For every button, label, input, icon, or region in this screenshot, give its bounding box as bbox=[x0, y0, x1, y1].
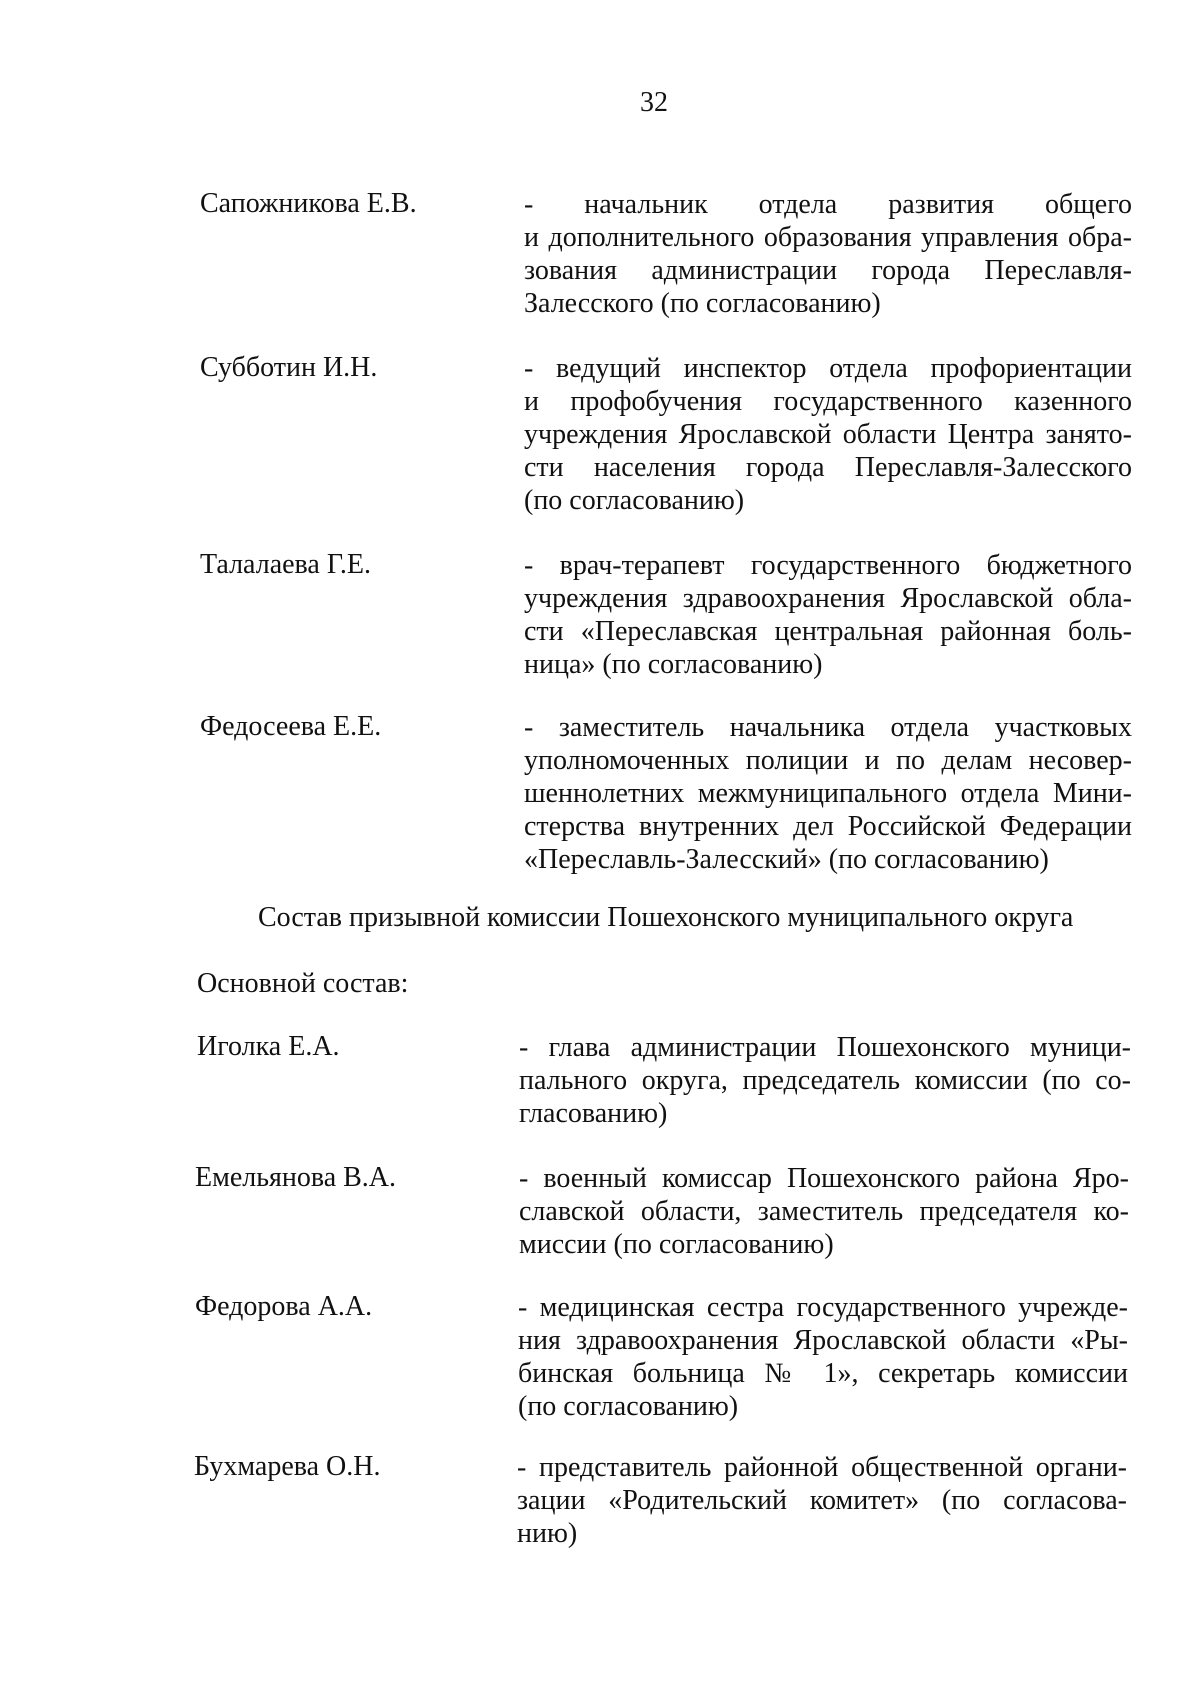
member-name: Сапожникова Е.В. bbox=[200, 188, 417, 219]
description-line: зации «Родительский комитет» (по согласова- bbox=[517, 1485, 1127, 1516]
member-description bbox=[519, 1162, 1129, 1261]
subheading: Основной состав: bbox=[197, 968, 409, 999]
description-line: - медицинская сестра государственного учрежде- bbox=[518, 1292, 1128, 1323]
member-description bbox=[524, 188, 1132, 320]
description-line: бинская больница № 1», секретарь комиссии bbox=[518, 1358, 1128, 1389]
description-line: учреждения здравоохранения Ярославской обла- bbox=[524, 583, 1132, 614]
description-line: - представитель районной общественной органи- bbox=[517, 1452, 1127, 1483]
description-line: миссии (по согласованию) bbox=[519, 1229, 834, 1260]
member-name: Федосеева Е.Е. bbox=[200, 711, 382, 742]
member-description bbox=[518, 1291, 1128, 1423]
description-line: учреждения Ярославской области Центра занято- bbox=[524, 419, 1132, 450]
description-line: - заместитель начальника отдела участковых bbox=[524, 712, 1132, 743]
description-line: - врач-терапевт государственного бюджетного bbox=[524, 550, 1132, 581]
member-name: Федорова А.А. bbox=[195, 1291, 373, 1322]
page-number: 32 bbox=[640, 87, 668, 118]
member-description bbox=[524, 549, 1132, 681]
description-line: гласованию) bbox=[519, 1098, 668, 1129]
member-description bbox=[517, 1451, 1127, 1550]
description-line: - глава администрации Пошехонского муници- bbox=[519, 1032, 1131, 1063]
section-heading: Состав призывной комиссии Пошехонского муниципального округа bbox=[258, 902, 1074, 933]
description-line: сти населения города Переславля-Залесского bbox=[524, 452, 1132, 483]
description-line: ния здравоохранения Ярославской области «Ры- bbox=[518, 1325, 1128, 1356]
description-line: Залесского (по согласованию) bbox=[524, 288, 881, 319]
member-description bbox=[524, 352, 1132, 517]
member-description bbox=[519, 1031, 1131, 1130]
description-line: нию) bbox=[517, 1518, 578, 1549]
description-line: уполномоченных полиции и по делам несовер- bbox=[524, 745, 1132, 776]
description-line: и профобучения государственного казенного bbox=[524, 386, 1132, 417]
description-line: ница» (по согласованию) bbox=[524, 649, 823, 680]
description-line: шеннолетних межмуниципального отдела Мини- bbox=[524, 778, 1132, 809]
description-line: зования администрации города Переславля- bbox=[524, 255, 1132, 286]
member-name: Иголка Е.А. bbox=[197, 1031, 340, 1062]
description-line: и дополнительного образования управления обра- bbox=[524, 222, 1132, 253]
member-name: Талалаева Г.Е. bbox=[200, 549, 371, 580]
description-line: стерства внутренних дел Российской Федерации bbox=[524, 811, 1132, 842]
description-line: - военный комиссар Пошехонского района Яро- bbox=[519, 1163, 1129, 1194]
description-line: сти «Переславская центральная районная боль- bbox=[524, 616, 1132, 647]
description-line: (по согласованию) bbox=[518, 1391, 739, 1422]
member-name: Бухмарева О.Н. bbox=[194, 1451, 381, 1482]
description-line: «Переславль-Залесский» (по согласованию) bbox=[524, 844, 1049, 875]
member-name: Емельянова В.А. bbox=[195, 1162, 397, 1193]
description-line: (по согласованию) bbox=[524, 485, 745, 516]
member-description bbox=[524, 711, 1132, 876]
member-name: Субботин И.Н. bbox=[200, 352, 378, 383]
description-line: - ведущий инспектор отдела профориентации bbox=[524, 353, 1132, 384]
description-line: - начальник отдела развития общего bbox=[524, 189, 1132, 220]
description-line: пального округа, председатель комиссии (по со- bbox=[519, 1065, 1131, 1096]
description-line: славской области, заместитель председателя ко- bbox=[519, 1196, 1129, 1227]
